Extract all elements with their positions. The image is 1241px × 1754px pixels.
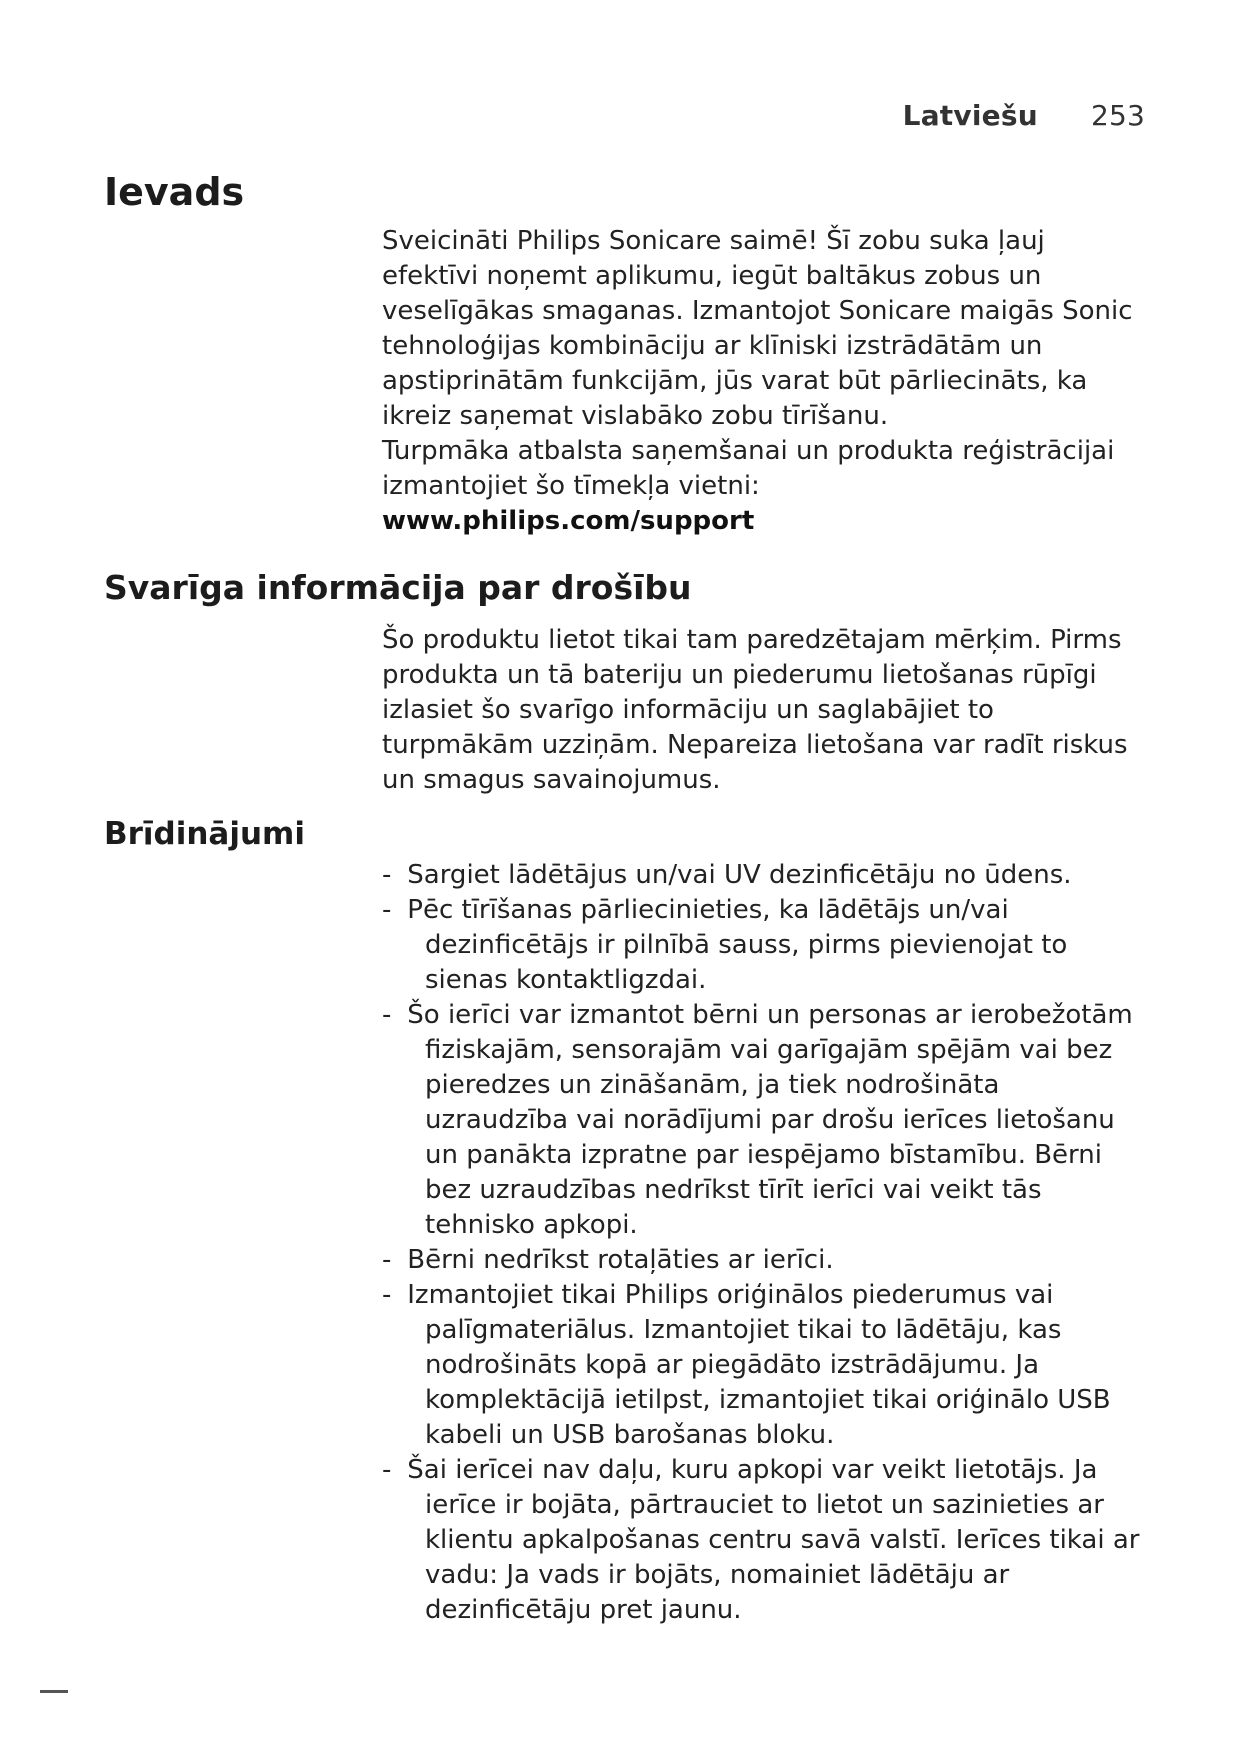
warning-text: Sargiet lādētājus un/vai UV dezinficētāju no ūdens. xyxy=(407,860,1072,890)
header-language: Latviešu xyxy=(902,99,1038,132)
page-number: 253 xyxy=(1090,99,1145,132)
warning-item xyxy=(382,858,1142,893)
warnings-list xyxy=(382,858,1142,1628)
intro-body xyxy=(382,224,1142,539)
intro-heading: Ievads xyxy=(104,170,245,214)
warning-item xyxy=(382,1243,1142,1278)
safety-heading: Svarīga informācija par drošību xyxy=(104,568,692,607)
warning-text: Pēc tīrīšanas pārliecinieties, ka lādētājs un/vai dezinficētājs ir pilnībā sauss, pirms pievienojat to sienas kontaktligzdai. xyxy=(407,895,1068,995)
page-header xyxy=(903,96,1145,136)
bullet-dash: - xyxy=(382,1245,392,1275)
bullet-dash: - xyxy=(382,860,392,890)
warning-text: Šo ierīci var izmantot bērni un personas ar ierobežotām fiziskajām, sensorajām vai garīgajām spējām vai bez pieredzes un zināšanām, ja tiek nodrošināta uzraudzība vai norādījumi par drošu ierīces lietošanu un panākta izpratne par iespējamo bīstamību. Bērni bez uzraudzības nedrīkst tīrīt ierīci vai veikt tās tehnisko apkopi. xyxy=(407,1000,1133,1240)
safety-body xyxy=(382,623,1142,798)
footer-mark xyxy=(40,1690,68,1693)
bullet-dash: - xyxy=(382,1280,392,1310)
intro-paragraph: Sveicināti Philips Sonicare saimē! Šī zobu suka ļauj efektīvi noņemt aplikumu, iegūt baltākus zobus un veselīgākas smaganas. Izmantojot Sonicare maigās Sonic tehnoloģijas kombināciju ar klīniski izstrādātām un apstiprinātām funkcijām, jūs varat būt pārliecināts, ka ikreiz saņemat vislabāko zobu tīrīšanu. xyxy=(382,226,1133,431)
warnings-heading: Brīdinājumi xyxy=(104,816,305,852)
bullet-dash: - xyxy=(382,1455,392,1485)
intro-support-paragraph: Turpmāka atbalsta saņemšanai un produkta reģistrācijai izmantojiet šo tīmekļa vietni: xyxy=(382,436,1115,501)
warning-text: Izmantojiet tikai Philips oriģinālos piederumus vai palīgmateriālus. Izmantojiet tikai to lādētāju, kas nodrošināts kopā ar piegādāto izstrādājumu. Ja komplektācijā ietilpst, izmantojiet tikai oriģinālo USB kabeli un USB barošanas bloku. xyxy=(407,1280,1111,1450)
warning-item xyxy=(382,1278,1142,1453)
warning-item xyxy=(382,998,1142,1243)
support-link[interactable]: www.philips.com/support xyxy=(382,506,755,536)
safety-paragraph: Šo produktu lietot tikai tam paredzētajam mērķim. Pirms produkta un tā bateriju un piederumu lietošanas rūpīgi izlasiet šo svarīgo informāciju un saglabājiet to turpmākām uzziņām. Nepareiza lietošana var radīt riskus un smagus savainojumus. xyxy=(382,625,1128,795)
warning-item xyxy=(382,1453,1142,1628)
warnings-body xyxy=(382,858,1142,1628)
bullet-dash: - xyxy=(382,1000,392,1030)
warning-text: Šai ierīcei nav daļu, kuru apkopi var veikt lietotājs. Ja ierīce ir bojāta, pārtrauciet to lietot un sazinieties ar klientu apkalpošanas centru savā valstī. Ierīces tikai ar vadu: Ja vads ir bojāts, nomainiet lādētāju ar dezinficētāju pret jaunu. xyxy=(407,1455,1140,1625)
warning-item xyxy=(382,893,1142,998)
warning-text: Bērni nedrīkst rotaļāties ar ierīci. xyxy=(407,1245,834,1275)
bullet-dash: - xyxy=(382,895,392,925)
